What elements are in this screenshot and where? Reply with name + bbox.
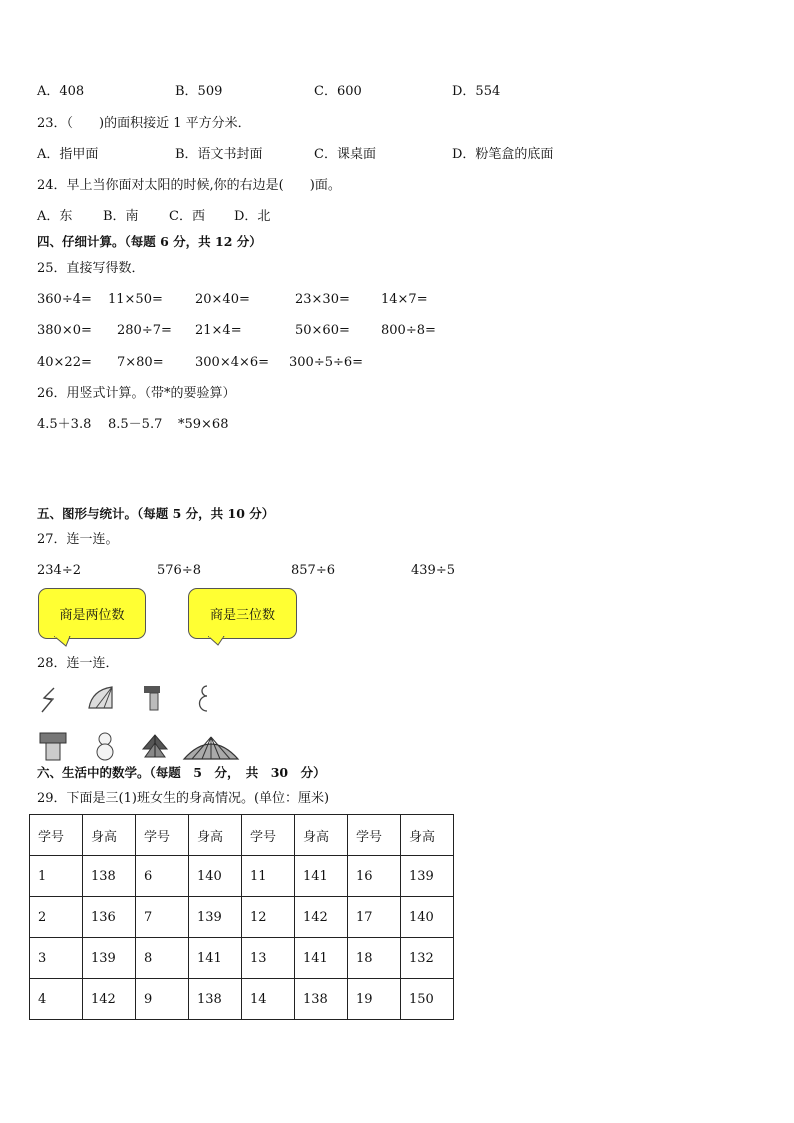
three-digit-quotient-label: 商是三位数 (209, 608, 275, 623)
q25-item: 360÷4= (37, 292, 92, 307)
q25-stem: 25．直接写得数． (37, 261, 145, 276)
q25-item: 380×0= (37, 323, 92, 338)
q26-item: 8.5－5.7 (108, 417, 163, 432)
table-row (30, 938, 454, 979)
q25-item: 280÷7= (117, 323, 172, 338)
header-cell: 身高 (295, 815, 348, 856)
q23-option-b: B．语文书封面 (175, 147, 263, 162)
table-cell: 141 (189, 938, 242, 979)
q24-option-d: D．北 (234, 209, 271, 224)
two-digit-quotient-label: 商是两位数 (59, 608, 125, 623)
table-cell: 14 (242, 979, 295, 1020)
table-cell: 11 (242, 856, 295, 897)
table-cell: 12 (242, 897, 295, 938)
header-cell: 身高 (401, 815, 454, 856)
table-cell: 9 (136, 979, 189, 1020)
header-cell: 学号 (348, 815, 401, 856)
table-cell: 139 (189, 897, 242, 938)
q27-expr: 576÷8 (157, 563, 201, 578)
three-digit-quotient-box (188, 588, 297, 639)
q22-option-b: B．509 (175, 84, 223, 99)
table-cell: 136 (83, 897, 136, 938)
header-cell: 身高 (83, 815, 136, 856)
q25-item: 11×50= (108, 292, 163, 307)
q27-expr: 857÷6 (291, 563, 335, 578)
umbrella-icon (182, 735, 240, 761)
q25-item: 800÷8= (381, 323, 436, 338)
two-digit-quotient-box (38, 588, 146, 639)
table-cell: 139 (83, 938, 136, 979)
q25-item: 300×4×6= (195, 355, 270, 370)
table-cell: 17 (348, 897, 401, 938)
q23-option-a: A．指甲面 (37, 147, 99, 162)
table-header-row (30, 815, 454, 856)
table-cell: 3 (30, 938, 83, 979)
section4-title: 四、仔细计算。（每题 6 分，共 12 分） (37, 234, 262, 249)
table-cell: 132 (401, 938, 454, 979)
table-cell: 19 (348, 979, 401, 1020)
half-house-icon (141, 684, 163, 712)
house-icon (38, 730, 68, 762)
height-table (29, 814, 454, 1020)
half-umbrella-icon (86, 684, 116, 712)
table-cell: 4 (30, 979, 83, 1020)
q25-item: 300÷5÷6= (289, 355, 364, 370)
q22-option-c: C．600 (314, 84, 362, 99)
table-row (30, 897, 454, 938)
table-cell: 138 (83, 856, 136, 897)
q29-stem: 29．下面是三(1)班女生的身高情况。(单位：厘米) (37, 791, 330, 806)
table-cell: 6 (136, 856, 189, 897)
half-lightning-icon (38, 686, 62, 714)
q23-option-d: D．粉笔盒的底面 (452, 147, 554, 162)
table-cell: 18 (348, 938, 401, 979)
table-cell: 8 (136, 938, 189, 979)
q25-item: 23×30= (295, 292, 350, 307)
q25-item: 21×4= (195, 323, 242, 338)
section6-title: 六、生活中的数学。（每题 5 分， 共 30 分） (37, 765, 326, 780)
q24-option-a: A．东 (37, 209, 73, 224)
q26-stem: 26．用竖式计算。（带*的要验算） (37, 386, 236, 401)
table-cell: 1 (30, 856, 83, 897)
header-cell: 学号 (136, 815, 189, 856)
q22-option-d: D．554 (452, 84, 501, 99)
half-snowman-icon (195, 684, 211, 714)
callout-tail (208, 636, 228, 648)
table-row (30, 856, 454, 897)
q25-item: 7×80= (117, 355, 164, 370)
section5-title: 五、图形与统计。（每题 5 分，共 10 分） (37, 506, 275, 521)
snowman-icon (93, 730, 117, 762)
header-cell: 身高 (189, 815, 242, 856)
q27-stem: 27．连一连。 (37, 532, 119, 547)
q27-expr: 439÷5 (411, 563, 455, 578)
table-cell: 16 (348, 856, 401, 897)
q28-stem: 28．连一连． (37, 656, 119, 671)
q22-option-a: A．408 (37, 84, 85, 99)
callout-tail (54, 636, 74, 648)
q25-item: 50×60= (295, 323, 350, 338)
q24-option-b: B．南 (103, 209, 139, 224)
table-row (30, 979, 454, 1020)
q24-option-c: C．西 (169, 209, 205, 224)
q23-stem: 23．（ )的面积接近 1 平方分米． (37, 116, 251, 131)
q26-item: 4.5＋3.8 (37, 417, 92, 432)
table-cell: 141 (295, 938, 348, 979)
table-cell: 13 (242, 938, 295, 979)
q25-item: 14×7= (381, 292, 428, 307)
table-cell: 140 (401, 897, 454, 938)
table-cell: 7 (136, 897, 189, 938)
q25-item: 40×22= (37, 355, 92, 370)
table-cell: 140 (189, 856, 242, 897)
q25-item: 20×40= (195, 292, 250, 307)
table-cell: 138 (189, 979, 242, 1020)
table-cell: 150 (401, 979, 454, 1020)
q24-stem: 24．早上当你面对太阳的时候,你的右边是( )面。 (37, 178, 341, 193)
table-cell: 142 (295, 897, 348, 938)
tree-icon (140, 733, 170, 761)
table-cell: 138 (295, 979, 348, 1020)
q27-expr: 234÷2 (37, 563, 81, 578)
table-cell: 139 (401, 856, 454, 897)
table-cell: 141 (295, 856, 348, 897)
header-cell: 学号 (30, 815, 83, 856)
table-cell: 2 (30, 897, 83, 938)
q23-option-c: C．课桌面 (314, 147, 376, 162)
table-cell: 142 (83, 979, 136, 1020)
header-cell: 学号 (242, 815, 295, 856)
q26-item: *59×68 (178, 417, 229, 432)
